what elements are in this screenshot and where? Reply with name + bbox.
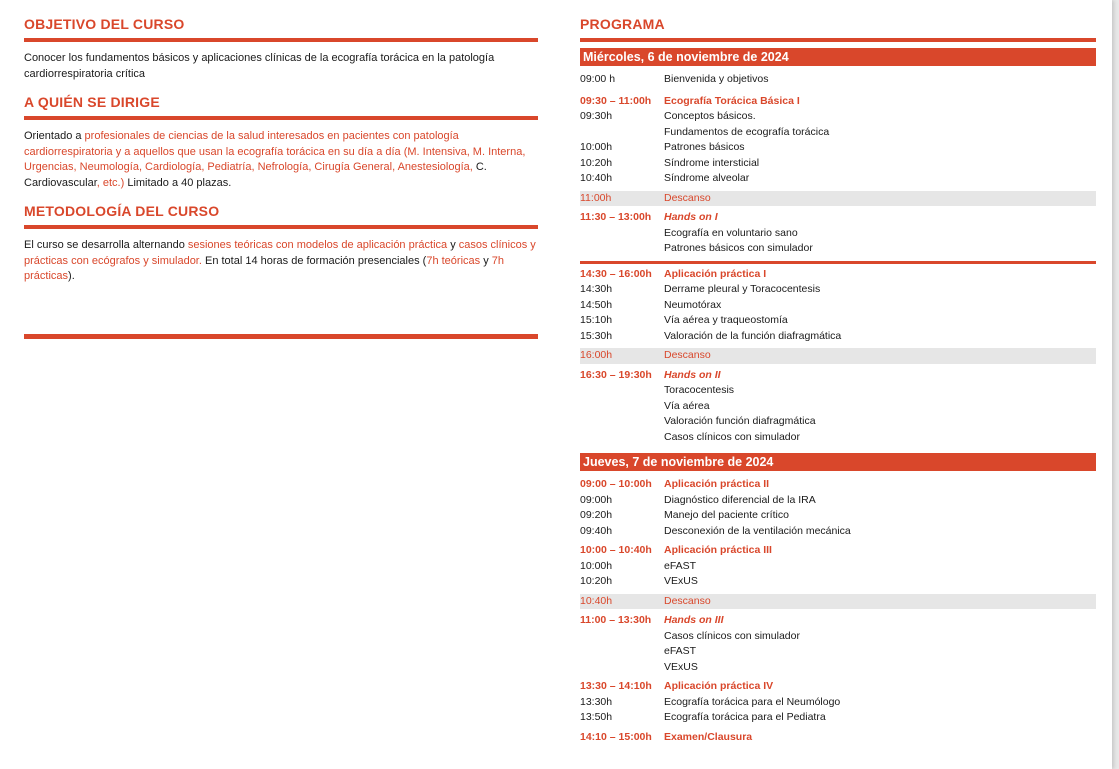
metodologia-text-5: En total 14 horas de formación presenciales (	[201, 254, 427, 267]
metodologia-text-9: ).	[68, 270, 75, 282]
row-time	[580, 226, 664, 242]
dirige-text-2: profesionales de ciencias de la salud interesados en pacientes con patología cardiorrespiratoria y a aquellos que usan la ecografía torácica en su día a día (M. Intensiva, M. Interna, Urgencias, Neumología, Cardiología, Pediatría, Nefrología, Cirugía General, Anestesiología,	[24, 130, 526, 173]
row-desc: eFAST	[664, 645, 697, 657]
dirige-text-4: , etc.)	[96, 176, 125, 189]
row-time: 13:30h	[580, 695, 613, 708]
row-time: 09:30h	[580, 110, 613, 122]
schedule-row	[580, 508, 1096, 524]
row-desc: Patrones básicos con simulador	[664, 242, 813, 254]
dirige-text-3: C. Cardiovascular	[24, 161, 487, 189]
row-desc: Diagnóstico diferencial de la IRA	[664, 493, 816, 506]
schedule-row	[580, 125, 1096, 141]
row-desc: Síndrome intersticial	[664, 156, 760, 169]
row-time: 14:30h	[580, 283, 613, 295]
break-row	[580, 594, 1096, 610]
row-time: 11:00h	[580, 191, 612, 204]
row-time: 10:40h	[580, 172, 613, 184]
schedule-row	[580, 313, 1096, 329]
row-desc: Toracocentesis	[664, 384, 735, 396]
block-header	[580, 267, 1096, 283]
schedule-row	[580, 109, 1096, 125]
schedule-row	[580, 430, 1096, 446]
metodologia-text-7: y	[480, 254, 492, 267]
programa-title: PROGRAMA	[580, 16, 665, 32]
program-column	[580, 12, 1096, 745]
block-header	[580, 477, 1096, 493]
schedule-row	[580, 629, 1096, 645]
section-rule	[24, 38, 538, 42]
block-header	[580, 613, 1096, 629]
schedule-row	[580, 574, 1096, 590]
block-header	[580, 730, 1096, 746]
block-title: Aplicación práctica III	[664, 544, 772, 556]
row-desc: Descanso	[664, 191, 711, 204]
break-row	[580, 191, 1096, 207]
schedule-row	[580, 282, 1096, 298]
block-header	[580, 210, 1096, 226]
block-title: Examen/Clausura	[664, 730, 753, 743]
row-desc: Descanso	[664, 594, 711, 607]
row-time: 15:30h	[580, 329, 613, 342]
block-time: 11:30 – 13:00h	[580, 211, 652, 223]
dirige-text-1: Orientado a	[24, 130, 85, 142]
block-time: 10:00 – 10:40h	[580, 544, 652, 556]
schedule-row	[580, 241, 1096, 257]
day1-header: Miércoles, 6 de noviembre de 2024	[580, 48, 1096, 66]
row-desc: Vía aérea y traqueostomía	[664, 314, 788, 326]
metodologia-text-1: El curso se desarrolla alternando	[24, 239, 188, 251]
block-title: Hands on I	[664, 211, 718, 223]
row-time: 09:00h	[580, 493, 613, 506]
row-time	[580, 383, 664, 399]
block-separator	[580, 261, 1096, 264]
row-desc: Neumotórax	[664, 298, 722, 311]
dirige-text	[24, 129, 538, 191]
schedule-row	[580, 493, 1096, 509]
row-time: 13:50h	[580, 711, 613, 723]
schedule-row	[580, 226, 1096, 242]
day2-schedule	[580, 477, 1096, 745]
row-desc: eFAST	[664, 559, 697, 572]
block-time: 13:30 – 14:10h	[580, 680, 652, 692]
bottom-rule	[24, 334, 538, 339]
block-title: Aplicación práctica I	[664, 267, 767, 280]
section-rule	[580, 38, 1096, 42]
row-time	[580, 125, 664, 141]
block-title: Hands on III	[664, 614, 724, 626]
row-desc: Derrame pleural y Toracocentesis	[664, 283, 821, 295]
block-title: Ecografía Torácica Básica I	[664, 94, 800, 107]
block-header	[580, 94, 1096, 110]
row-time	[580, 241, 664, 257]
row-desc: Síndrome alveolar	[664, 172, 750, 184]
schedule-row	[580, 524, 1096, 540]
schedule-row	[580, 695, 1096, 711]
row-time	[580, 414, 664, 430]
row-desc: Desconexión de la ventilación mecánica	[664, 524, 851, 537]
row-desc: Ecografía torácica para el Pediatra	[664, 711, 826, 723]
block-time: 16:30 – 19:30h	[580, 368, 652, 381]
row-time: 10:20h	[580, 156, 613, 169]
row-desc: Fundamentos de ecografía torácica	[664, 125, 830, 138]
row-time	[580, 629, 664, 645]
row-time: 09:40h	[580, 524, 613, 537]
block-time: 11:00 – 13:30h	[580, 614, 652, 626]
schedule-row	[580, 644, 1096, 660]
row-desc: Bienvenida y objetivos	[664, 73, 769, 85]
row-desc: Patrones básicos	[664, 141, 745, 153]
block-time: 14:30 – 16:00h	[580, 267, 652, 280]
row-time: 10:20h	[580, 575, 613, 587]
schedule-row	[580, 660, 1096, 676]
row-time	[580, 399, 664, 415]
dirige-title: A QUIÉN SE DIRIGE	[24, 94, 160, 110]
row-time: 16:00h	[580, 349, 613, 361]
row-desc: Vía aérea	[664, 399, 710, 412]
row-time	[580, 644, 664, 660]
row-desc: VExUS	[664, 575, 698, 587]
schedule-row	[580, 140, 1096, 156]
metodologia-text-6: 7h teóricas	[426, 254, 481, 267]
row-time: 09:20h	[580, 509, 613, 521]
row-time: 14:50h	[580, 298, 613, 311]
objetivo-title: OBJETIVO DEL CURSO	[24, 16, 185, 32]
block-time: 14:10 – 15:00h	[580, 730, 652, 743]
row-time: 15:10h	[580, 314, 613, 326]
block-time: 09:30 – 11:00h	[580, 94, 652, 107]
schedule-row	[580, 383, 1096, 399]
row-desc: Ecografía torácica para el Neumólogo	[664, 695, 841, 708]
schedule-row	[580, 710, 1096, 726]
schedule-row	[580, 329, 1096, 345]
metodologia-text-3: y	[447, 239, 459, 251]
schedule-row	[580, 298, 1096, 314]
schedule-row	[580, 171, 1096, 187]
day2-header: Jueves, 7 de noviembre de 2024	[580, 453, 1096, 471]
row-time	[580, 660, 664, 676]
schedule-row	[580, 399, 1096, 415]
block-time: 09:00 – 10:00h	[580, 478, 652, 490]
row-time: 09:00 h	[580, 73, 616, 85]
row-desc: Conceptos básicos.	[664, 110, 756, 122]
row-desc: Descanso	[664, 349, 711, 361]
schedule-row	[580, 414, 1096, 430]
block-title: Aplicación práctica II	[664, 478, 770, 490]
block-header	[580, 543, 1096, 559]
row-time: 10:40h	[580, 594, 613, 607]
block-title: Aplicación práctica IV	[664, 680, 774, 692]
block-header	[580, 368, 1096, 384]
row-desc: Ecografía en voluntario sano	[664, 226, 798, 239]
row-desc: Valoración de la función diafragmática	[664, 329, 842, 342]
row-time	[580, 430, 664, 446]
section-rule	[24, 116, 538, 120]
row-time: 10:00h	[580, 559, 613, 572]
row-time: 10:00h	[580, 141, 613, 153]
metodologia-title: METODOLOGÍA DEL CURSO	[24, 203, 220, 219]
schedule-row	[580, 559, 1096, 575]
block-header	[580, 679, 1096, 695]
section-rule	[24, 225, 538, 229]
metodologia-text-4: casos clínicos y prácticas con ecógrafos y simulador.	[24, 239, 536, 267]
day1-schedule	[580, 72, 1096, 445]
metodologia-text	[24, 238, 538, 285]
row-desc: Valoración función diafragmática	[664, 415, 816, 427]
left-column	[24, 12, 538, 293]
row-desc: Casos clínicos con simulador	[664, 430, 800, 443]
metodologia-text-8: 7h prácticas	[24, 254, 505, 282]
metodologia-text-2: sesiones teóricas con modelos de aplicación práctica	[187, 239, 448, 251]
row-desc: VExUS	[664, 660, 698, 673]
row-desc: Manejo del paciente crítico	[664, 509, 789, 521]
schedule-row	[580, 156, 1096, 172]
row-desc: Casos clínicos con simulador	[664, 629, 800, 642]
dirige-text-5: Limitado a 40 plazas.	[124, 176, 232, 189]
schedule-row	[580, 72, 1096, 88]
break-row	[580, 348, 1096, 364]
objetivo-text: Conocer los fundamentos básicos y aplicaciones clínicas de la ecografía torácica en la patología cardiorrespiratoria crítica	[24, 52, 495, 80]
block-title: Hands on II	[664, 368, 721, 381]
